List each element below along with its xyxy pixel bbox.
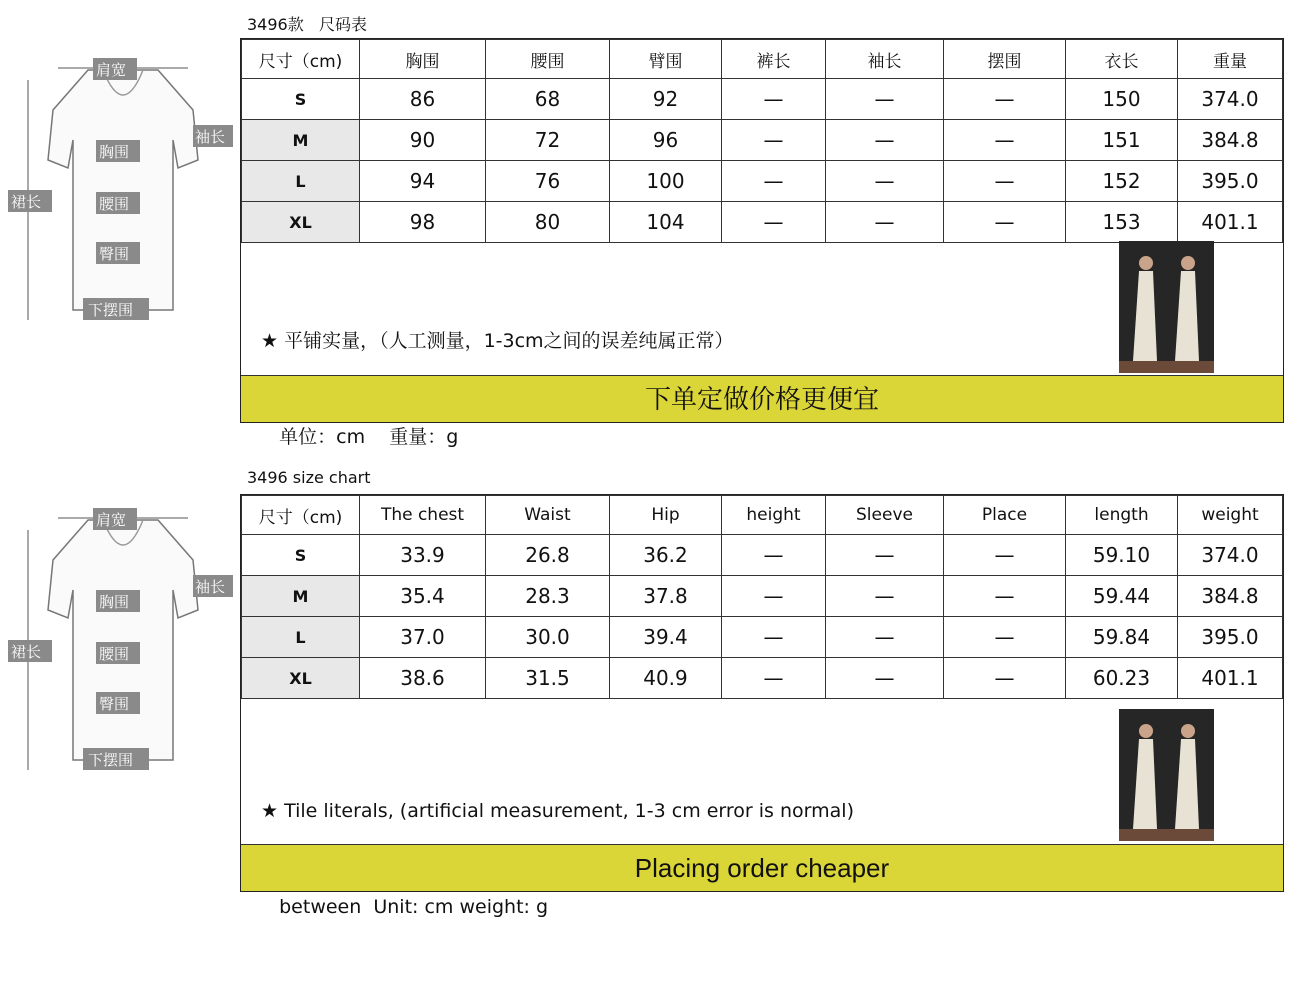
table-header-row (242, 496, 1283, 535)
header-size: 尺寸（cm) (242, 40, 360, 79)
header-length: length (1066, 496, 1178, 535)
table-cell: 395.0 (1178, 617, 1283, 658)
table-header-row (242, 40, 1283, 79)
table-cell: 401.1 (1178, 202, 1283, 243)
header-hem: 摆围 (944, 40, 1066, 79)
table-cell: — (826, 617, 944, 658)
header-waist: 腰围 (486, 40, 610, 79)
label-dress-length: 裙长 (11, 643, 42, 661)
table-cell: 92 (610, 79, 722, 120)
table-row (242, 161, 1283, 202)
size-cell: M (242, 576, 360, 617)
header-pants-length: 裤长 (722, 40, 826, 79)
table-cell: 59.44 (1066, 576, 1178, 617)
table-cell: — (722, 576, 826, 617)
table-cell: — (722, 535, 826, 576)
table-cell: — (722, 202, 826, 243)
header-size: 尺寸（cm) (242, 496, 360, 535)
table-row (242, 576, 1283, 617)
table-cell: — (722, 617, 826, 658)
size-cell: L (242, 617, 360, 658)
table-cell: — (944, 79, 1066, 120)
table-row (242, 658, 1283, 699)
table-cell: 33.9 (360, 535, 486, 576)
header-chest: The chest (360, 496, 486, 535)
label-sleeve: 袖长 (195, 578, 226, 596)
table-cell: — (944, 535, 1066, 576)
header-weight: 重量 (1178, 40, 1283, 79)
header-weight: weight (1178, 496, 1283, 535)
table-cell: — (944, 658, 1066, 699)
table-cell: 384.8 (1178, 576, 1283, 617)
table-cell: — (826, 658, 944, 699)
table-cell: — (722, 658, 826, 699)
note-line-2: 单位：cm 重量：g (261, 426, 459, 448)
promo-banner: 下单定做价格更便宜 (241, 375, 1283, 422)
table-cell: 38.6 (360, 658, 486, 699)
size-cell: M (242, 120, 360, 161)
table-cell: 90 (360, 120, 486, 161)
table-cell: 384.8 (1178, 120, 1283, 161)
table-cell: 31.5 (486, 658, 610, 699)
size-cell: S (242, 79, 360, 120)
note-line-1: ★ 平铺实量，（人工测量，1-3cm之间的误差纯属正常） (261, 330, 734, 352)
table-cell: 59.84 (1066, 617, 1178, 658)
table-cell: 30.0 (486, 617, 610, 658)
table-cell: 28.3 (486, 576, 610, 617)
label-waist: 腰围 (99, 195, 130, 213)
table-cell: — (826, 535, 944, 576)
table-cell: 374.0 (1178, 535, 1283, 576)
size-cell: XL (242, 202, 360, 243)
table-cell: 26.8 (486, 535, 610, 576)
label-shoulder: 肩宽 (96, 61, 127, 79)
size-cell: S (242, 535, 360, 576)
table-cell: 100 (610, 161, 722, 202)
table-cell: 96 (610, 120, 722, 161)
table-row (242, 120, 1283, 161)
table-cell: 374.0 (1178, 79, 1283, 120)
table-cell: 76 (486, 161, 610, 202)
label-hip: 臀围 (99, 245, 130, 263)
table-cell: 94 (360, 161, 486, 202)
table-cell: — (722, 120, 826, 161)
label-hem: 下摆围 (88, 301, 134, 319)
table-cell: — (944, 576, 1066, 617)
table-cell: — (722, 161, 826, 202)
header-length: 衣长 (1066, 40, 1178, 79)
promo-banner: Placing order cheaper (241, 844, 1283, 891)
label-hem: 下摆围 (88, 751, 134, 769)
header-waist: Waist (486, 496, 610, 535)
label-sleeve: 袖长 (195, 128, 226, 146)
table-cell: 60.23 (1066, 658, 1178, 699)
label-shoulder: 肩宽 (96, 511, 127, 529)
header-hip: Hip (610, 496, 722, 535)
table-cell: 40.9 (610, 658, 722, 699)
label-chest: 胸围 (99, 143, 130, 161)
table-cell: — (944, 120, 1066, 161)
table-cell: — (944, 617, 1066, 658)
table-cell: 98 (360, 202, 486, 243)
table-row (242, 79, 1283, 120)
table-cell: 151 (1066, 120, 1178, 161)
label-waist: 腰围 (99, 645, 130, 663)
table-cell: 80 (486, 202, 610, 243)
table-row (242, 535, 1283, 576)
product-photo (1119, 709, 1214, 841)
table-cell: 401.1 (1178, 658, 1283, 699)
table-cell: — (944, 202, 1066, 243)
table-cell: 36.2 (610, 535, 722, 576)
header-place: Place (944, 496, 1066, 535)
table-cell: — (826, 120, 944, 161)
table-cell: 104 (610, 202, 722, 243)
table-cell: — (826, 202, 944, 243)
table-cell: — (944, 161, 1066, 202)
size-table (241, 39, 1283, 243)
table-cell: 68 (486, 79, 610, 120)
header-sleeve: 袖长 (826, 40, 944, 79)
table-cell: 153 (1066, 202, 1178, 243)
table-cell: — (826, 79, 944, 120)
table-cell: 72 (486, 120, 610, 161)
size-table-frame (240, 494, 1284, 918)
header-chest: 胸围 (360, 40, 486, 79)
table-row (242, 202, 1283, 243)
table-cell: — (826, 161, 944, 202)
size-cell: L (242, 161, 360, 202)
dress-measurement-diagram (8, 500, 236, 780)
section-title: 3496款 尺码表 (247, 15, 367, 34)
table-cell: 37.0 (360, 617, 486, 658)
section-title: 3496 size chart (247, 468, 371, 487)
label-chest: 胸围 (99, 593, 130, 611)
size-cell: XL (242, 658, 360, 699)
table-cell: 37.8 (610, 576, 722, 617)
table-cell: 86 (360, 79, 486, 120)
note-line-1: ★ Tile literals, (artificial measurement, 1-3 cm error is normal) (261, 800, 854, 822)
table-cell: 39.4 (610, 617, 722, 658)
label-dress-length: 裙长 (11, 193, 42, 211)
table-row (242, 617, 1283, 658)
table-cell: — (722, 79, 826, 120)
table-cell: 35.4 (360, 576, 486, 617)
header-height: height (722, 496, 826, 535)
size-table (241, 495, 1283, 699)
table-cell: 152 (1066, 161, 1178, 202)
table-cell: — (826, 576, 944, 617)
header-hip: 臂围 (610, 40, 722, 79)
size-table-frame (240, 38, 1284, 448)
table-cell: 395.0 (1178, 161, 1283, 202)
header-sleeve: Sleeve (826, 496, 944, 535)
product-photo (1119, 241, 1214, 373)
dress-measurement-diagram (8, 50, 236, 330)
label-hip: 臀围 (99, 695, 130, 713)
table-cell: 59.10 (1066, 535, 1178, 576)
table-cell: 150 (1066, 79, 1178, 120)
note-line-2: between Unit: cm weight: g (261, 896, 549, 918)
